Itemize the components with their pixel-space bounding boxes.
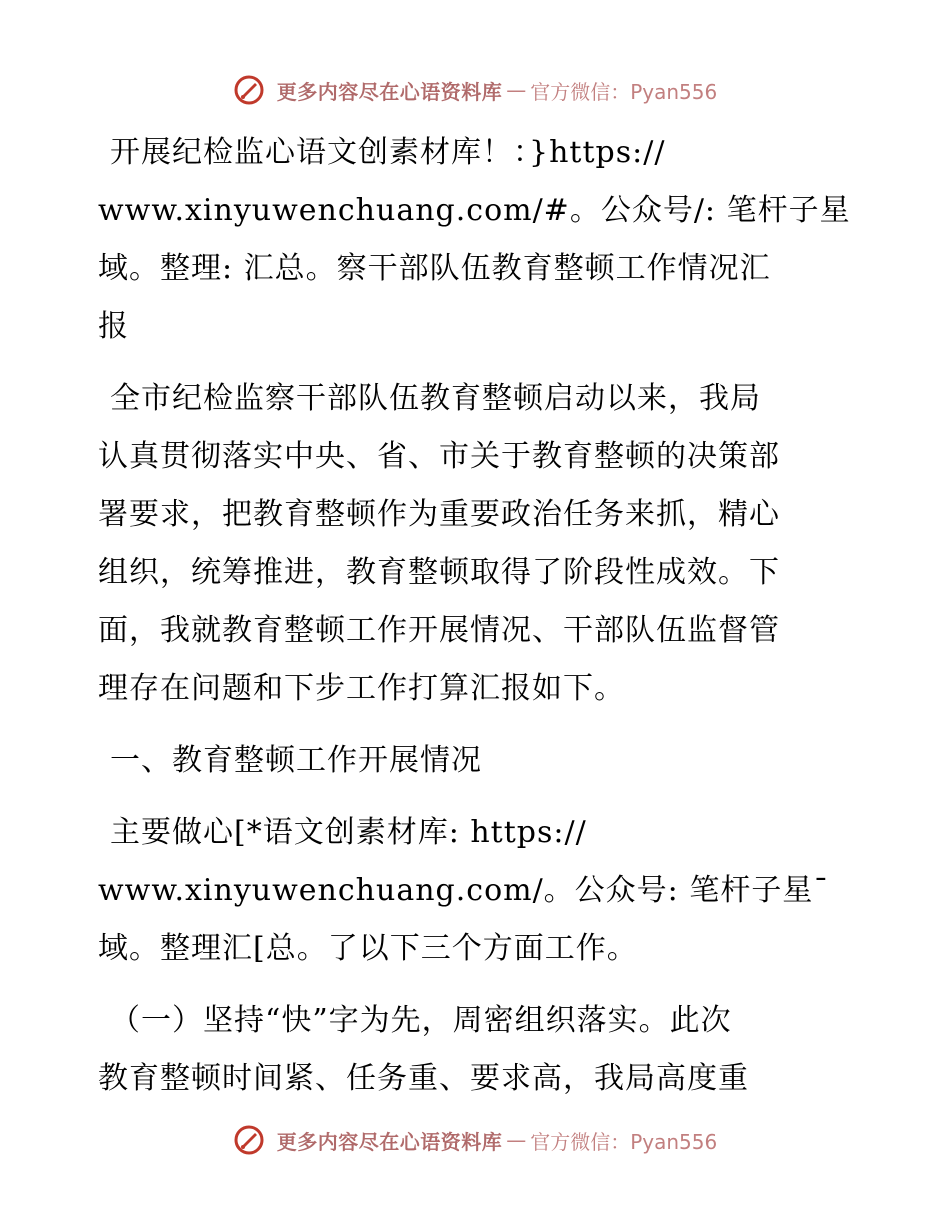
brand-logo-icon <box>233 74 265 106</box>
brand-logo-icon <box>233 1124 265 1156</box>
header-brand-text: 更多内容尽在心语资料库 <box>276 79 503 104</box>
header-separator: — <box>506 78 527 102</box>
footer-contact-text: 官方微信：Pyan556 <box>530 1129 718 1154</box>
paragraph-subsection-1: （一）坚持“快”字为先，周密组织落实。此次 教育整顿时间紧、任务重、要求高，我局高度重 <box>98 1003 749 1096</box>
paragraph-intro: 全市纪检监察干部队伍教育整顿启动以来，我局 认真贯彻落实中央、省、市关于教育整顿的决策部 署要求，把教育整顿作为重要政治任务来抓，精心 组织，统筹推进，教育整顿取得了阶段性成效。下 面，我就教育整顿工作开展情况、干部队伍监督管 理存在问题和下步工作打算汇报如下。 <box>98 381 780 706</box>
footer-brand-text: 更多内容尽在心语资料库 <box>276 1129 503 1154</box>
header-contact-text: 官方微信：Pyan556 <box>530 79 718 104</box>
footer-separator: — <box>506 1128 527 1152</box>
section-heading: 一、教育整顿工作开展情况 <box>110 743 482 778</box>
paragraph-title: 开展纪检监心语文创素材库！：}https:// www.xinyuwenchuang.com/#。公众号/: 笔杆子星 域。整理: 汇总。察干部队伍教育整顿工作情况汇 报 <box>98 135 851 344</box>
header-banner <box>0 70 950 110</box>
paragraph-main-work: 主要做心[*语文创素材库: https:// www.xinyuwenchuang.com/。公众号: 笔杆子星¯ 域。整理汇[总。了以下三个方面工作。 <box>98 815 830 966</box>
footer-banner <box>0 1120 950 1160</box>
document-body <box>98 124 858 1108</box>
